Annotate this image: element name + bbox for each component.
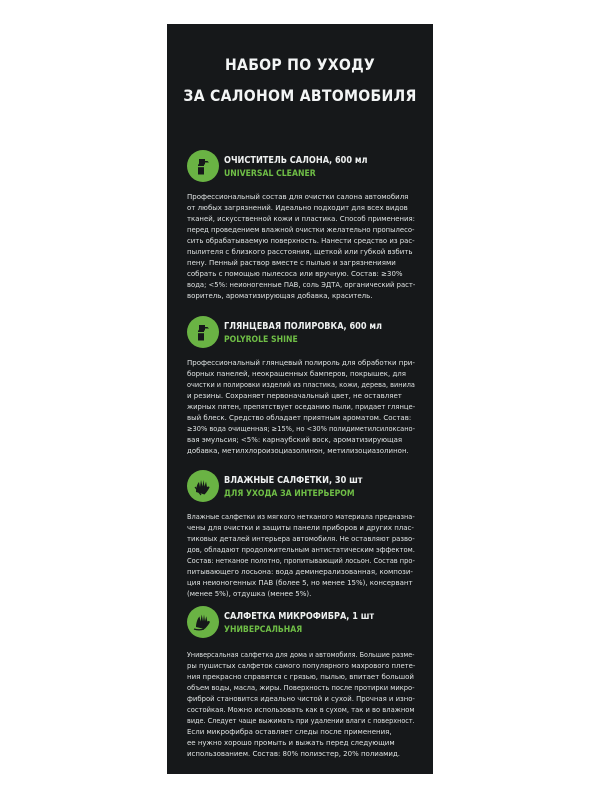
product-description: [187, 358, 415, 457]
description-line: использованием. Состав: 80% полиэстер, 20% полиамид.: [187, 750, 401, 758]
description-line: объем воды, масла, жиры. Поверхность после протирки микро-: [187, 684, 415, 692]
description-line: (менее 5%), отдушка (менее 5%).: [187, 590, 312, 598]
description-line: вая эмульсия; <5%: карнаубский воск, ароматизирующая: [187, 436, 403, 444]
description-line: дов, обладают продолжительным антистатическим эффектом.: [187, 546, 415, 554]
product-header: [187, 316, 427, 350]
description-line: Состав: нетканое полотно, пропитывающий лосьон. Состав про-: [187, 557, 415, 565]
description-line: очистки и полировки изделий из пластика, кожи, дерева, винила: [187, 381, 415, 389]
description-line: добавка, метилхлороизоциазолинон, метилизоциазолинон.: [187, 447, 409, 455]
product-name: САЛФЕТКА МИКРОФИБРА, 1 шт: [224, 611, 375, 622]
description-line: чены для очистки и защиты панели приборов и других плас-: [187, 524, 414, 532]
description-line: виде. Следует чаще выжимать при удалении влаги с поверхност.: [187, 717, 415, 725]
description-line: ния прекрасно справятся с грязью, пылью, впитает большой: [187, 673, 414, 681]
description-line: ее нужно хорошо промыть и выжать перед следующим: [187, 739, 395, 747]
product-description: [187, 650, 415, 760]
description-line: Если микрофибра оставляет следы после применения,: [187, 728, 392, 736]
description-line: и резины. Сохраняет первоначальный цвет, не оставляет: [187, 392, 402, 400]
spray-bottle-icon: [187, 150, 219, 182]
description-line: жирных пятен, препятствует оседанию пыли, придает глянце-: [187, 403, 416, 411]
product-subtitle: ДЛЯ УХОДА ЗА ИНТЕРЬЕРОМ: [224, 489, 355, 499]
description-line: от любых загрязнений. Идеально подходит для всех видов: [187, 204, 408, 212]
description-line: состойкая. Можно использовать как в сухом, так и во влажном: [187, 706, 415, 714]
description-line: тканей, искусственной кожи и пластика. Способ применения:: [187, 215, 415, 223]
product-description: [187, 512, 415, 600]
product-subtitle: УНИВЕРСАЛЬНАЯ: [224, 625, 303, 635]
hand-wipe-icon: [187, 470, 219, 502]
description-line: Универсальная салфетка для дома и автомобиля. Большие разме-: [187, 651, 415, 659]
product-header: [187, 150, 427, 184]
product-name: ВЛАЖНЫЕ САЛФЕТКИ, 30 шт: [224, 475, 363, 486]
description-line: ≥30% вода очищенная; ≥15%, но <30% полидиметилсилоксано-: [187, 425, 415, 433]
product-description: [187, 192, 415, 302]
description-line: пену. Пенный раствор вместе с пылью и загрязнениями: [187, 259, 396, 267]
description-line: вода; <5%: неионогенные ПАВ, соль ЭДТА, органический раст-: [187, 281, 416, 289]
product-name: ГЛЯНЦЕВАЯ ПОЛИРОВКА, 600 мл: [224, 321, 383, 332]
product-header: [187, 606, 427, 640]
description-line: борных панелей, неокрашенных бамперов, покрышек, для: [187, 370, 406, 378]
package-panel: [167, 24, 433, 774]
hand-cloth-icon: [187, 606, 219, 638]
product-subtitle: POLYROLE SHINE: [224, 335, 298, 345]
description-line: Профессиональный состав для очистки салона автомобиля: [187, 193, 409, 201]
spray-bottle-icon: [187, 316, 219, 348]
description-line: сить обрабатываемую поверхность. Нанести средство из рас-: [187, 237, 415, 245]
description-line: ция неионогенных ПАВ (более 5, но менее 15%), консервант: [187, 579, 413, 587]
description-line: фиброй становится идеально чистой и сухой. Прочная и изно-: [187, 695, 415, 703]
description-line: собрать с помощью пылесоса или вручную. Состав: ≥30%: [187, 270, 403, 278]
description-line: пылителя с близкого расстояния, щеткой или губкой взбить: [187, 248, 413, 256]
product-header: [187, 470, 427, 504]
description-line: тиковых деталей интерьера автомобиля. Не оставляют разво-: [187, 535, 415, 543]
title-line-2: ЗА САЛОНОМ АВТОМОБИЛЯ: [183, 86, 417, 105]
description-line: Профессиональный глянцевый полироль для обработки при-: [187, 359, 415, 367]
description-line: перед проведением влажной очистки желательно пропылесо-: [187, 226, 415, 234]
description-line: вый блеск. Средство обладает приятным ароматом. Состав:: [187, 414, 412, 422]
product-subtitle: UNIVERSAL CLEANER: [224, 169, 316, 179]
description-line: Влажные салфетки из мягкого нетканого материала предназна-: [187, 513, 415, 521]
description-line: воритель, ароматизирующая добавка, краситель.: [187, 292, 373, 300]
title-line-1: НАБОР ПО УХОДУ: [224, 55, 376, 74]
description-line: ры пушистых салфеток самого популярного махрового плете-: [187, 662, 416, 670]
description-line: питывающего лосьона: вода деминерализованная, компози-: [187, 568, 413, 576]
product-name: ОЧИСТИТЕЛЬ САЛОНА, 600 мл: [224, 155, 368, 166]
